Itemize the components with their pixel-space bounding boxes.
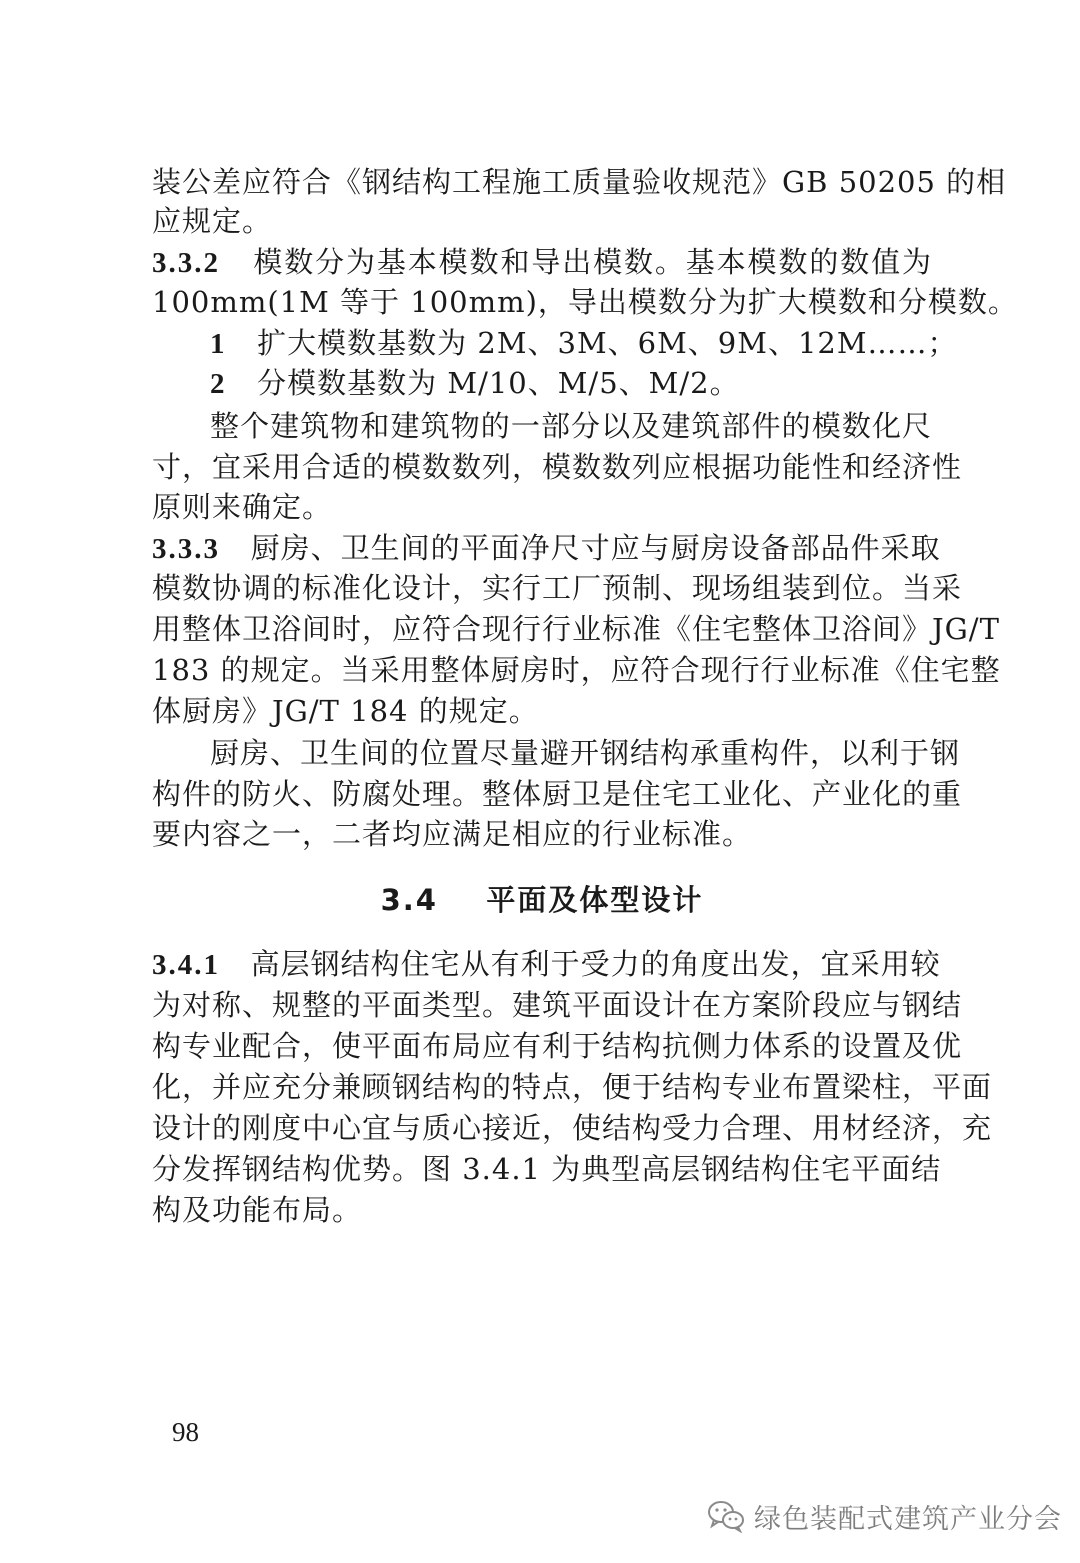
text-line: 应规定。 [152, 204, 273, 238]
text-line: 体厨房》JG/T 184 的规定。 [152, 694, 539, 728]
item-text: 扩大模数基数为 2M、3M、6M、9M、12M……； [257, 326, 958, 360]
text-line: 100mm(1M 等于 100mm)，导出模数分为扩大模数和分模数。 [152, 285, 1018, 319]
text-line: 化，并应充分兼顾钢结构的特点，便于结构专业布置梁柱，平面 [152, 1070, 993, 1104]
text-line: 模数协调的标准化设计，实行工厂预制、现场组装到位。当采 [152, 571, 963, 605]
text-line: 厨房、卫生间的位置尽量避开钢结构承重构件，以利于钢 [210, 736, 961, 770]
text-line: 原则来确定。 [152, 490, 333, 524]
clause-text: 模数分为基本模数和导出模数。基本模数的数值为 [253, 245, 932, 279]
item-number: 1 [210, 328, 227, 360]
text-line: 构专业配合，使平面布局应有利于结构抗侧力体系的设置及优 [152, 1029, 963, 1063]
text-line: 整个建筑物和建筑物的一部分以及建筑部件的模数化尺 [210, 409, 932, 443]
text-line: 寸，宜采用合适的模数数列，模数数列应根据功能性和经济性 [152, 450, 963, 484]
clause-3-3-3 [152, 528, 941, 569]
clause-number: 3.3.2 [152, 247, 220, 279]
text-line: 分发挥钢结构优势。图 3.4.1 为典型高层钢结构住宅平面结 [152, 1152, 942, 1186]
page-number: 98 [172, 1417, 199, 1447]
clause-number: 3.4.1 [152, 949, 220, 981]
watermark [706, 1496, 1062, 1536]
clause-text: 厨房、卫生间的平面净尺寸应与厨房设备部品件采取 [250, 531, 941, 565]
section-number: 3.4 [380, 883, 438, 917]
section-heading [152, 880, 932, 920]
text-line: 构及功能布局。 [152, 1193, 363, 1227]
item-text: 分模数基数为 M/10、M/5、M/2。 [257, 366, 740, 400]
watermark-text: 绿色装配式建筑产业分会 [754, 1503, 1062, 1535]
text-line: 设计的刚度中心宜与质心接近，使结构受力合理、用材经济，充 [152, 1111, 993, 1145]
item-number: 2 [210, 368, 227, 400]
text-line: 用整体卫浴间时，应符合现行行业标准《住宅整体卫浴间》JG/T [152, 612, 1000, 646]
list-item [210, 363, 930, 404]
list-item [210, 323, 958, 364]
wechat-icon [706, 1499, 746, 1533]
clause-3-4-1 [152, 944, 941, 985]
text-line: 装公差应符合《钢结构工程施工质量验收规范》GB 50205 的相 [152, 165, 1007, 199]
clause-text: 高层钢结构住宅从有利于受力的角度出发，宜采用较 [250, 947, 941, 981]
text-line: 构件的防火、防腐处理。整体厨卫是住宅工业化、产业化的重 [152, 777, 963, 811]
clause-3-3-2 [152, 242, 932, 283]
section-title: 平面及体型设计 [486, 883, 704, 917]
clause-number: 3.3.3 [152, 533, 220, 565]
text-line: 183 的规定。当采用整体厨房时，应符合现行行业标准《住宅整 [152, 653, 1001, 687]
text-line: 为对称、规整的平面类型。建筑平面设计在方案阶段应与钢结 [152, 988, 963, 1022]
text-line: 要内容之一，二者均应满足相应的行业标准。 [152, 817, 753, 851]
